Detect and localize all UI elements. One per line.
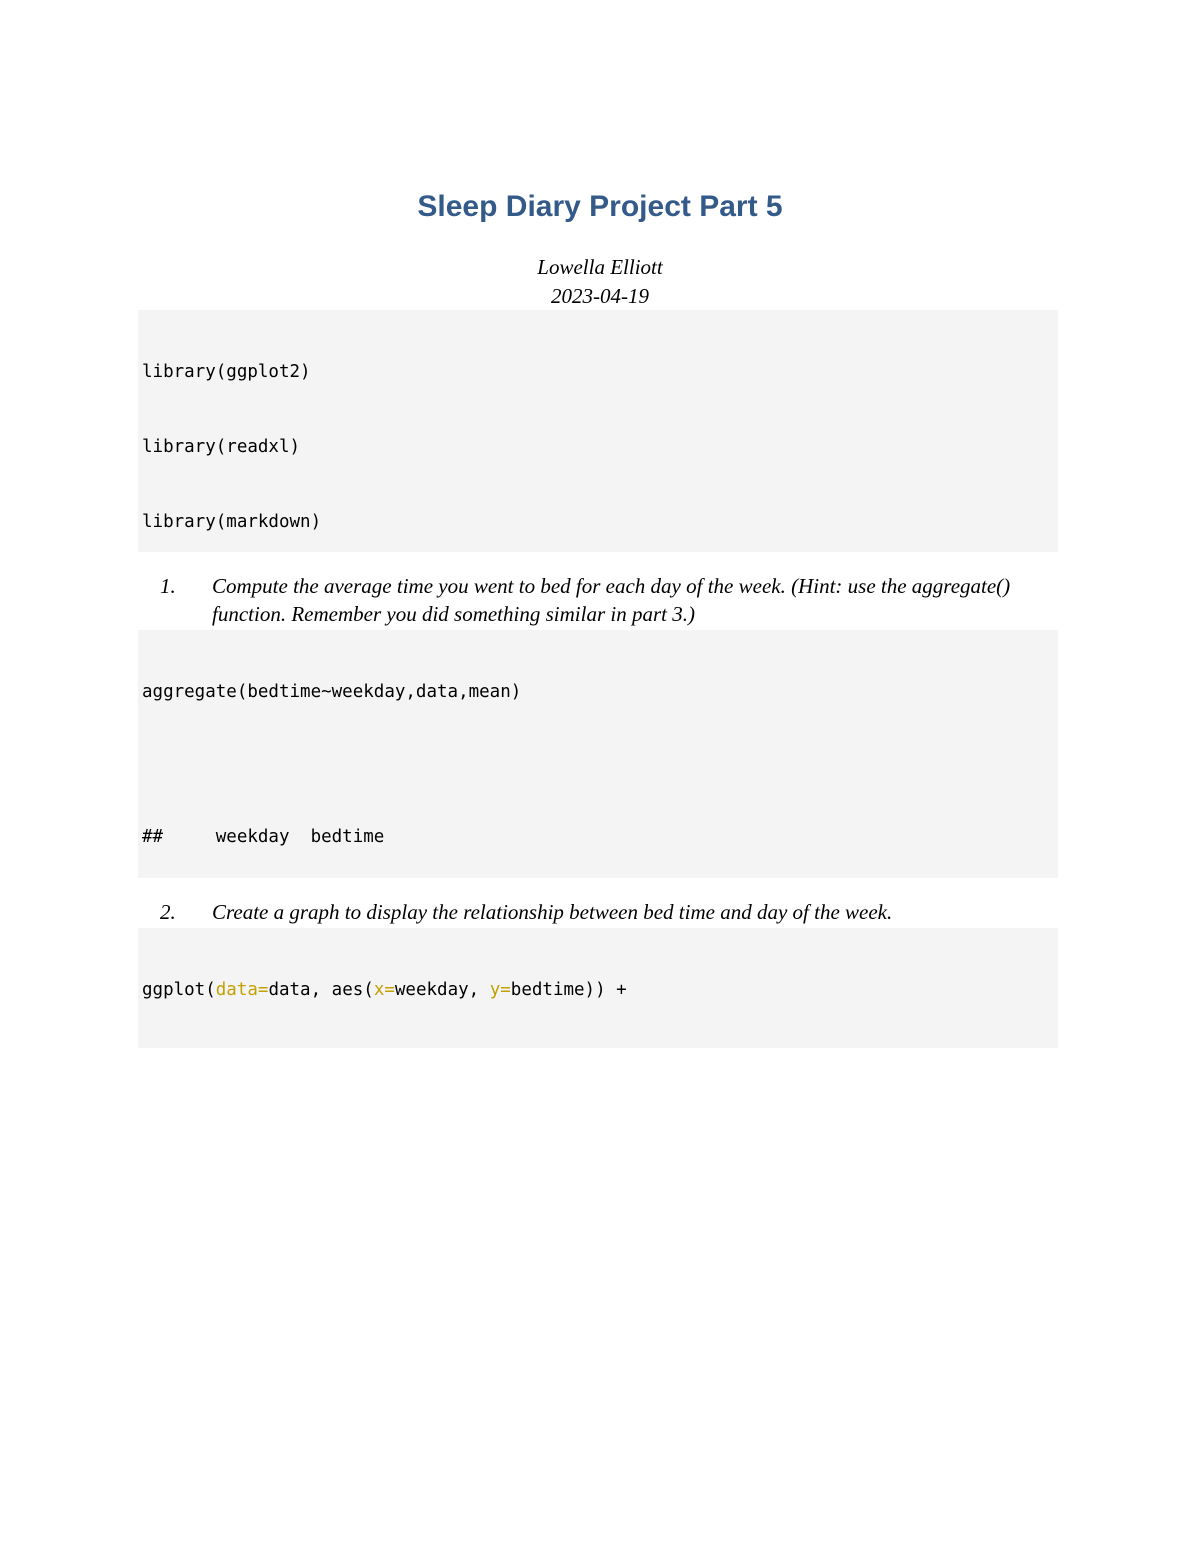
author: Lowella Elliott xyxy=(537,255,663,279)
code-arg: x= xyxy=(373,980,395,1000)
question-number: 1. xyxy=(160,574,176,598)
question-1 xyxy=(160,572,1040,628)
code-line: library(markdown) xyxy=(142,512,322,532)
code-text: data, aes( xyxy=(268,980,374,1000)
question-number: 2. xyxy=(160,900,176,924)
code-arg: data= xyxy=(215,980,269,1000)
code-block-setup xyxy=(138,310,1058,552)
code-block-ggplot xyxy=(138,928,1058,1048)
code-arg: y= xyxy=(489,980,511,1000)
question-text: Create a graph to display the relationship between bed time and day of the week. xyxy=(212,900,893,924)
question-text: Compute the average time you went to bed for each day of the week. (Hint: use the aggregate() function. Remember you did something similar in part 3.) xyxy=(212,574,1011,626)
code-line: library(ggplot2) xyxy=(142,362,311,382)
output-row: ## weekday bedtime xyxy=(142,827,385,847)
code-text: weekday, xyxy=(394,980,490,1000)
code-line xyxy=(142,978,1054,1003)
code-block-aggregate xyxy=(138,630,1058,878)
code-fn: ggplot( xyxy=(142,980,216,1000)
code-line: library(readxl) xyxy=(142,437,301,457)
document-title: Sleep Diary Project Part 5 xyxy=(417,190,783,223)
code-text: bedtime)) + xyxy=(510,980,627,1000)
date: 2023-04-19 xyxy=(551,284,649,308)
question-2 xyxy=(160,898,1040,926)
code-line: aggregate(bedtime~weekday,data,mean) xyxy=(142,682,522,702)
